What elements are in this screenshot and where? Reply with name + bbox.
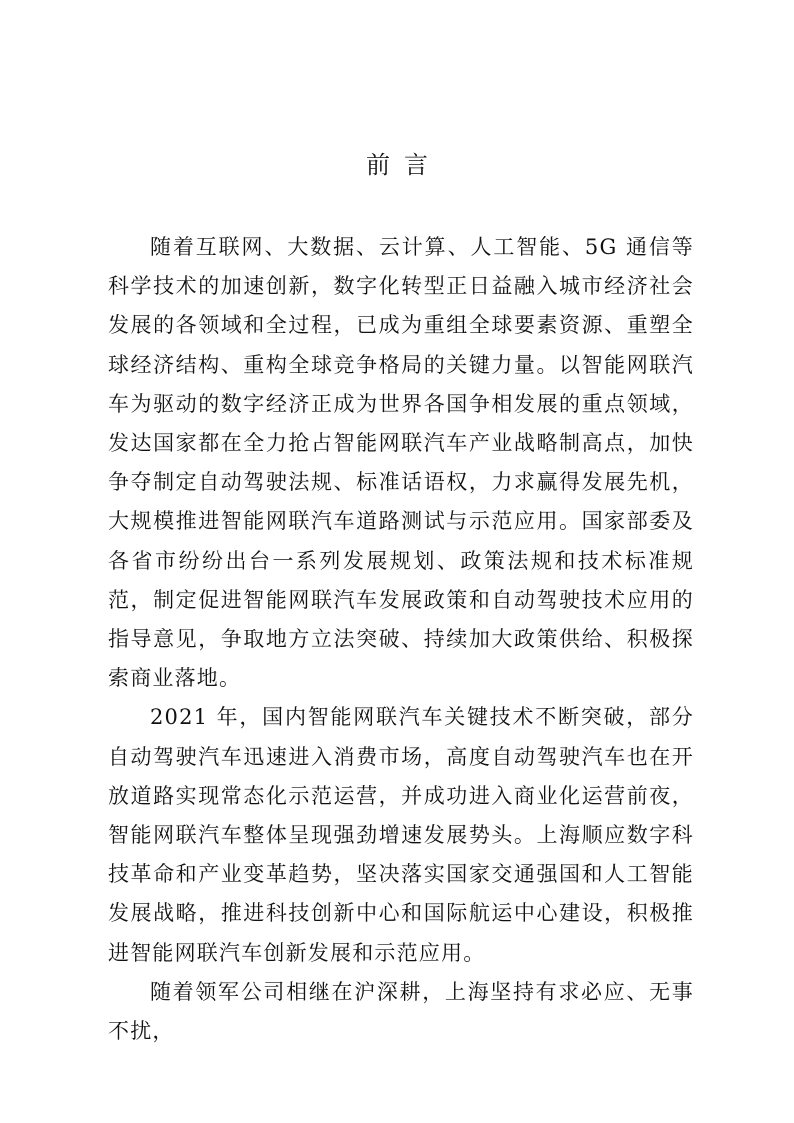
paragraph: 随着领军公司相继在沪深耕，上海坚持有求必应、无事不扰， <box>108 979 694 1044</box>
page-title: 前言 <box>366 151 442 179</box>
paragraph: 2021 年，国内智能网联汽车关键技术不断突破，部分自动驾驶汽车迅速进入消费市场，高度自动驾驶汽车也在开放道路实现常态化示范运营，并成功进入商业化运营前夜，智能网联汽车整体呈现强劲增速发展势头。上海顺应数字科技革命和产业变革趋势，坚决落实国家交通强国和人工智能发展战略，推进科技创新中心和国际航运中心建设，积极推进智能网联汽车创新发展和示范应用。 <box>108 705 694 965</box>
paragraph: 随着互联网、大数据、云计算、人工智能、5G 通信等科学技术的加速创新，数字化转型正日益融入城市经济社会发展的各领域和全过程，已成为重组全球要素资源、重塑全球经济结构、重构全球竞争格局的关键力量。以智能网联汽车为驱动的数字经济正成为世界各国争相发展的重点领域，发达国家都在全力抢占智能网联汽车产业战略制高点，加快争夺制定自动驾驶法规、标准话语权，力求赢得发展先机，大规模推进智能网联汽车道路测试与示范应用。国家部委及各省市纷纷出台一系列发展规划、政策法规和技术标准规范，制定促进智能网联汽车发展政策和自动驾驶技术应用的指导意见，争取地方立法突破、持续加大政策供给、积极探索商业落地。 <box>108 235 694 691</box>
document-body <box>108 228 694 1051</box>
